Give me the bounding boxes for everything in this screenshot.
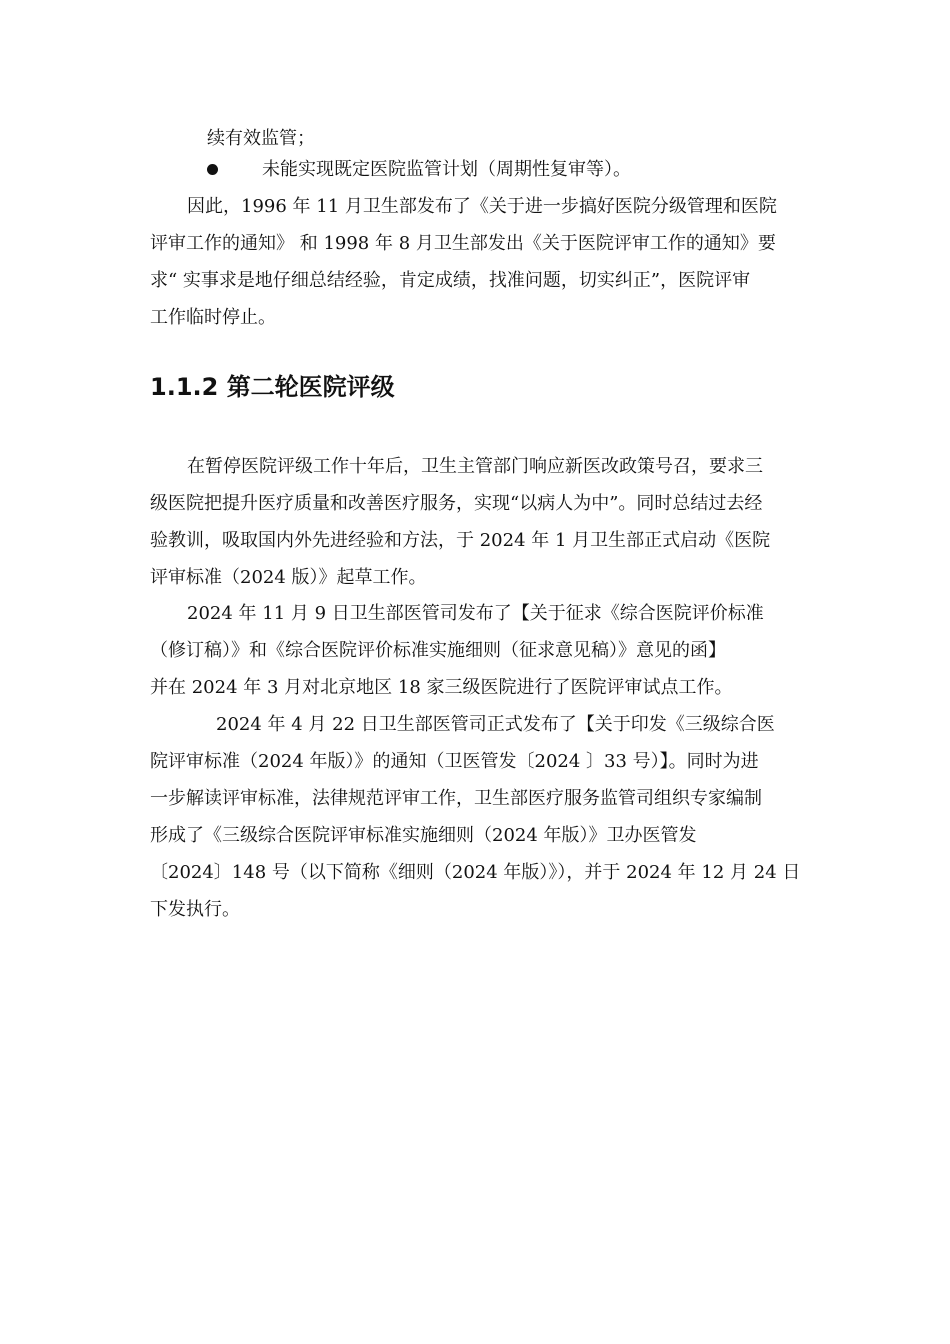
paragraph-line: 2024 年 4 月 22 日卫生部医管司正式发布了【关于印发《三级综合医 [216,714,775,735]
paragraph-line: 一步解读评审标准，法律规范评审工作，卫生部医疗服务监管司组织专家编制 [150,788,762,809]
paragraph-line: 在暂停医院评级工作十年后，卫生主管部门响应新医改政策号召，要求三 [187,456,763,477]
paragraph-line: 求“ 实事求是地仔细总结经验，肯定成绩，找准问题，切实纠正”，医院评审 [150,270,751,291]
bullet-icon [207,164,218,175]
paragraph-line: 并在 2024 年 3 月对北京地区 18 家三级医院进行了医院评审试点工作。 [150,677,733,698]
paragraph-line: 院评审标准（2024 年版）》的通知（卫医管发〔2024 〕33 号）】。同时为进 [150,751,759,772]
paragraph-line: 评审标准（2024 版）》起草工作。 [150,567,427,588]
section-heading: 1.1.2 第二轮医院评级 [150,373,395,401]
paragraph-line: 形成了《三级综合医院评审标准实施细则（2024 年版）》卫办医管发 [150,825,697,846]
paragraph-line: （修订稿）》和《综合医院评价标准实施细则（征求意见稿）》意见的函】 [150,640,726,661]
paragraph-line: 工作临时停止。 [150,307,276,328]
paragraph-line: 2024 年 11 月 9 日卫生部医管司发布了【关于征求《综合医院评价标准 [187,603,764,624]
bullet-text: 未能实现既定医院监管计划（周期性复审等）。 [262,159,631,180]
paragraph-line: 评审工作的通知》 和 1998 年 8 月卫生部发出《关于医院评审工作的通知》要 [150,233,776,254]
paragraph-line: 验教训，吸取国内外先进经验和方法，于 2024 年 1 月卫生部正式启动《医院 [150,530,771,551]
continuation-line: 续有效监管； [207,128,315,149]
paragraph-line: 因此，1996 年 11 月卫生部发布了《关于进一步搞好医院分级管理和医院 [187,196,777,217]
paragraph-line: 〔2024〕148 号（以下简称《细则（2024 年版）》），并于 2024 年 12 月 24 日 [150,862,801,883]
paragraph-line: 下发执行。 [150,899,240,920]
paragraph-line: 级医院把提升医疗质量和改善医疗服务，实现“以病人为中”。同时总结过去经 [150,493,763,514]
